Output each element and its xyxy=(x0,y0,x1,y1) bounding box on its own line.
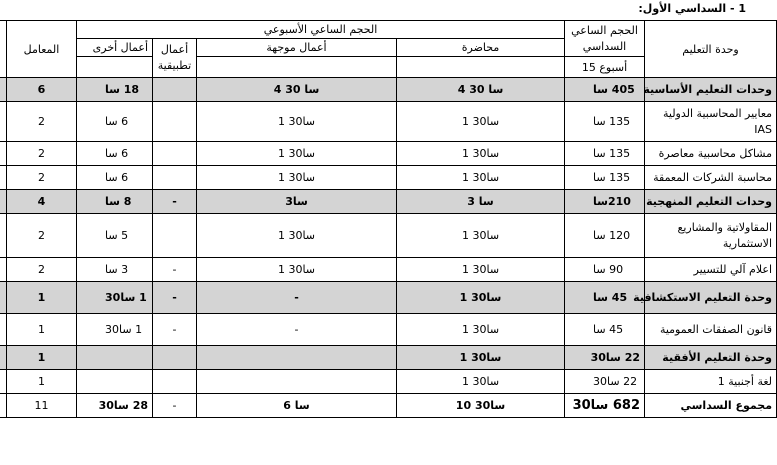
tp-cell: - xyxy=(153,314,197,346)
table-row xyxy=(0,190,777,214)
header-semester-volume: الحجم الساعي السداسي xyxy=(565,21,645,57)
lecture-cell: 4 سا 30 xyxy=(397,78,565,102)
other-cell: 6 سا xyxy=(77,166,153,190)
semester-cell: 405 سا xyxy=(565,78,645,102)
other-cell: 1 سا30 xyxy=(77,314,153,346)
lecture-cell: 1 سا30 xyxy=(397,214,565,258)
table-row xyxy=(0,282,777,314)
lecture-cell: 1 سا30 xyxy=(397,102,565,142)
other-cell: 3 سا xyxy=(77,258,153,282)
table-row xyxy=(0,166,777,190)
header-unit: وحدة التعليم xyxy=(645,21,777,78)
table-row xyxy=(0,142,777,166)
table-row xyxy=(0,214,777,258)
tp-cell xyxy=(153,346,197,370)
header-tutorials: أعمال موجهة xyxy=(197,39,397,57)
table-row xyxy=(0,370,777,394)
coef-cell: 2 xyxy=(7,142,77,166)
td-cell: 1 سا30 xyxy=(197,102,397,142)
lecture-cell: 3 سا xyxy=(397,190,565,214)
lecture-cell: 1 سا30 xyxy=(397,166,565,190)
semester-cell: 22 سا30 xyxy=(565,370,645,394)
tp-cell xyxy=(153,214,197,258)
other-cell: 6 سا xyxy=(77,142,153,166)
coef-cell: 1 xyxy=(7,346,77,370)
tp-cell xyxy=(153,102,197,142)
td-cell: 1 سا30 xyxy=(197,214,397,258)
tp-cell: - xyxy=(153,282,197,314)
other-cell: 6 سا xyxy=(77,102,153,142)
semester-cell: 22 سا30 xyxy=(565,346,645,370)
coef-cell: 2 xyxy=(7,214,77,258)
lecture-cell: 1 سا30 xyxy=(397,282,565,314)
coef-cell: 4 xyxy=(7,190,77,214)
tp-cell xyxy=(153,142,197,166)
td-cell: 1 سا30 xyxy=(197,142,397,166)
coef-cell: 1 xyxy=(7,314,77,346)
header-coefficient: المعامل xyxy=(7,21,77,78)
semester-cell: 120 سا xyxy=(565,214,645,258)
tp-cell: - xyxy=(153,394,197,418)
unit-cell: وحدة التعليم الأفقية xyxy=(645,346,777,370)
td-cell: 1 سا30 xyxy=(197,166,397,190)
header-practical-work: أعمال تطبيقية xyxy=(153,39,197,78)
td-cell xyxy=(197,370,397,394)
tp-cell: - xyxy=(153,258,197,282)
table-row xyxy=(0,78,777,102)
unit-cell: محاسبة الشركات المعمقة xyxy=(645,166,777,190)
td-cell: 4 سا 30 xyxy=(197,78,397,102)
unit-cell: وحدات التعليم المنهجية xyxy=(645,190,777,214)
unit-cell: وحدة التعليم الاستكشافية xyxy=(645,282,777,314)
table-row xyxy=(0,102,777,142)
unit-cell: قانون الصفقات العمومية xyxy=(645,314,777,346)
semester-cell: 210سا xyxy=(565,190,645,214)
unit-cell: لغة أجنبية 1 xyxy=(645,370,777,394)
semester-cell: 135 سا xyxy=(565,102,645,142)
coef-cell: 11 xyxy=(7,394,77,418)
tp-cell xyxy=(153,166,197,190)
semester-cell: 682 سا30 xyxy=(565,394,645,418)
td-cell: 1 سا30 xyxy=(197,258,397,282)
other-cell: 1 سا30 xyxy=(77,282,153,314)
unit-cell: وحدات التعليم الأساسية xyxy=(645,78,777,102)
coef-cell: 1 xyxy=(7,282,77,314)
unit-cell: مشاكل محاسبية معاصرة xyxy=(645,142,777,166)
semester-cell: 45 سا xyxy=(565,282,645,314)
unit-cell: المقاولاتية والمشاريع الاستثمارية xyxy=(645,214,777,258)
td-cell xyxy=(197,346,397,370)
other-cell: 28 سا30 xyxy=(77,394,153,418)
unit-cell: معايير المحاسبية الدولية IAS xyxy=(645,102,777,142)
header-weeks: 15 أسبوع xyxy=(565,57,645,78)
section-heading: 1 - السداسي الأول: xyxy=(638,2,746,15)
semester-cell: 45 سا xyxy=(565,314,645,346)
lecture-cell: 1 سا30 xyxy=(397,370,565,394)
td-cell: 6 سا xyxy=(197,394,397,418)
header-lecture: محاضرة xyxy=(397,39,565,57)
tp-cell xyxy=(153,370,197,394)
table-row xyxy=(0,394,777,418)
other-cell xyxy=(77,370,153,394)
header-other-work: أعمال أخرى xyxy=(77,39,153,57)
tp-cell: - xyxy=(153,190,197,214)
coef-cell: 2 xyxy=(7,166,77,190)
other-cell: 5 سا xyxy=(77,214,153,258)
curriculum-table xyxy=(0,20,777,418)
semester-cell: 135 سا xyxy=(565,166,645,190)
table-row xyxy=(0,258,777,282)
other-cell: 18 سا xyxy=(77,78,153,102)
lecture-cell: 1 سا30 xyxy=(397,314,565,346)
other-cell xyxy=(77,346,153,370)
unit-cell: اعلام آلي للتسيير xyxy=(645,258,777,282)
unit-cell: مجموع السداسي xyxy=(645,394,777,418)
lecture-cell: 1 سا30 xyxy=(397,346,565,370)
lecture-cell: 1 سا30 xyxy=(397,142,565,166)
coef-cell: 1 xyxy=(7,370,77,394)
lecture-cell: 10 سا30 xyxy=(397,394,565,418)
td-cell: - xyxy=(197,282,397,314)
lecture-cell: 1 سا30 xyxy=(397,258,565,282)
other-cell: 8 سا xyxy=(77,190,153,214)
tp-cell xyxy=(153,78,197,102)
table-row xyxy=(0,314,777,346)
td-cell: - xyxy=(197,314,397,346)
coef-cell: 2 xyxy=(7,102,77,142)
td-cell: 3سا xyxy=(197,190,397,214)
coef-cell: 6 xyxy=(7,78,77,102)
semester-cell: 135 سا xyxy=(565,142,645,166)
coef-cell: 2 xyxy=(7,258,77,282)
semester-cell: 90 سا xyxy=(565,258,645,282)
header-weekly-volume: الحجم الساعي الأسبوعي xyxy=(77,21,565,39)
table-row xyxy=(0,346,777,370)
